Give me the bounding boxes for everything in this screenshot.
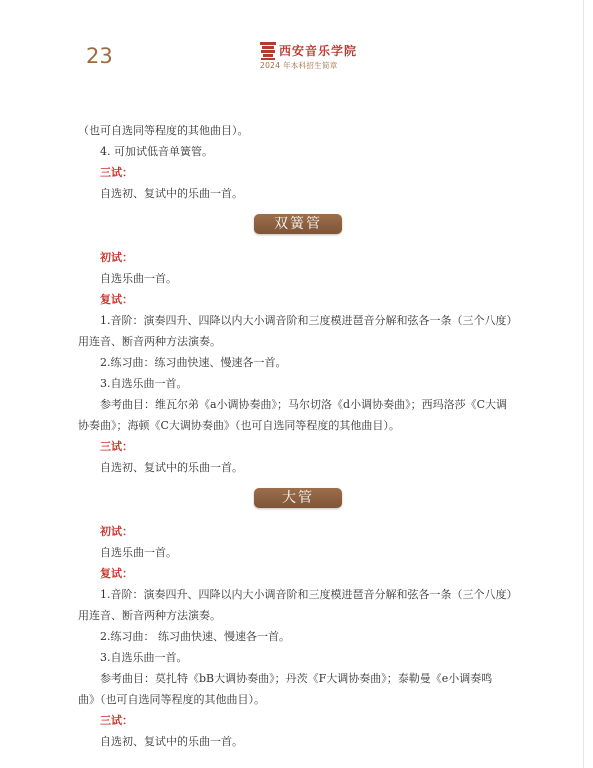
bassoon-first-round-text: 自选乐曲一首。: [100, 546, 177, 559]
oboe-second-round-label: 复试：: [100, 293, 133, 306]
bassoon-section-banner: 大管: [254, 488, 342, 508]
bassoon-banner-wrap: [78, 488, 518, 509]
main-content: [78, 120, 518, 752]
oboe-reference-line-2: 协奏曲》；海顿《C大调协奏曲》（也可自选同等程度的其他曲目）。: [78, 419, 400, 432]
oboe-reference-line-1: 参考曲目：维瓦尔弟《a小调协奏曲》；马尔切洛《d小调协奏曲》；西玛洛莎《C大调: [100, 398, 508, 411]
oboe-piece: 3.自选乐曲一首。: [100, 377, 188, 390]
page-number: 23: [86, 44, 113, 68]
bassoon-scales-line-1: 1.音阶：演奏四升、四降以内大小调音阶和三度模进琶音分解和弦各一条（三个八度）: [100, 588, 518, 601]
school-emblem-icon: [259, 40, 277, 62]
intro-third-round-text: 自选初、复试中的乐曲一首。: [100, 187, 243, 200]
bassoon-scales-line-2: 用连音、断音两种方法演奏。: [78, 609, 221, 622]
page-edge-divider: [583, 0, 584, 768]
oboe-third-round-label: 三试：: [100, 440, 133, 453]
bassoon-second-round-label: 复试：: [100, 567, 133, 580]
oboe-first-round-label: 初试：: [100, 251, 133, 264]
intro-item-4: 4. 可加试低音单簧管。: [100, 145, 213, 158]
oboe-scales-line-1: 1.音阶：演奏四升、四降以内大小调音阶和三度模进琶音分解和弦各一条（三个八度）: [100, 314, 518, 327]
oboe-first-round-text: 自选乐曲一首。: [100, 272, 177, 285]
bassoon-etude: 2.练习曲： 练习曲快速、慢速各一首。: [100, 630, 290, 643]
intro-continuation: （也可自选同等程度的其他曲目）。: [78, 124, 249, 137]
bassoon-first-round-label: 初试：: [100, 525, 133, 538]
bassoon-reference-line-1: 参考曲目：莫扎特《bB大调协奏曲》；丹茨《F大调协奏曲》；泰勒曼《e小调奏鸣: [100, 672, 493, 685]
oboe-scales-line-2: 用连音、断音两种方法演奏。: [78, 335, 221, 348]
header-subtitle: 2024 年本科招生简章: [260, 61, 338, 70]
school-name: 西安音乐学院: [279, 44, 358, 58]
oboe-etude: 2.练习曲：练习曲快速、慢速各一首。: [100, 356, 287, 369]
intro-third-round-label: 三试：: [100, 166, 133, 179]
bassoon-piece: 3.自选乐曲一首。: [100, 651, 188, 664]
oboe-third-round-text: 自选初、复试中的乐曲一首。: [100, 461, 243, 474]
oboe-banner-wrap: [78, 214, 518, 235]
oboe-section-banner: 双簧管: [254, 214, 342, 234]
bassoon-third-round-text: 自选初、复试中的乐曲一首。: [100, 735, 243, 748]
school-logo: [259, 40, 399, 72]
bassoon-reference-line-2: 曲》（也可自选同等程度的其他曲目）。: [78, 693, 265, 706]
bassoon-third-round-label: 三试：: [100, 714, 133, 727]
